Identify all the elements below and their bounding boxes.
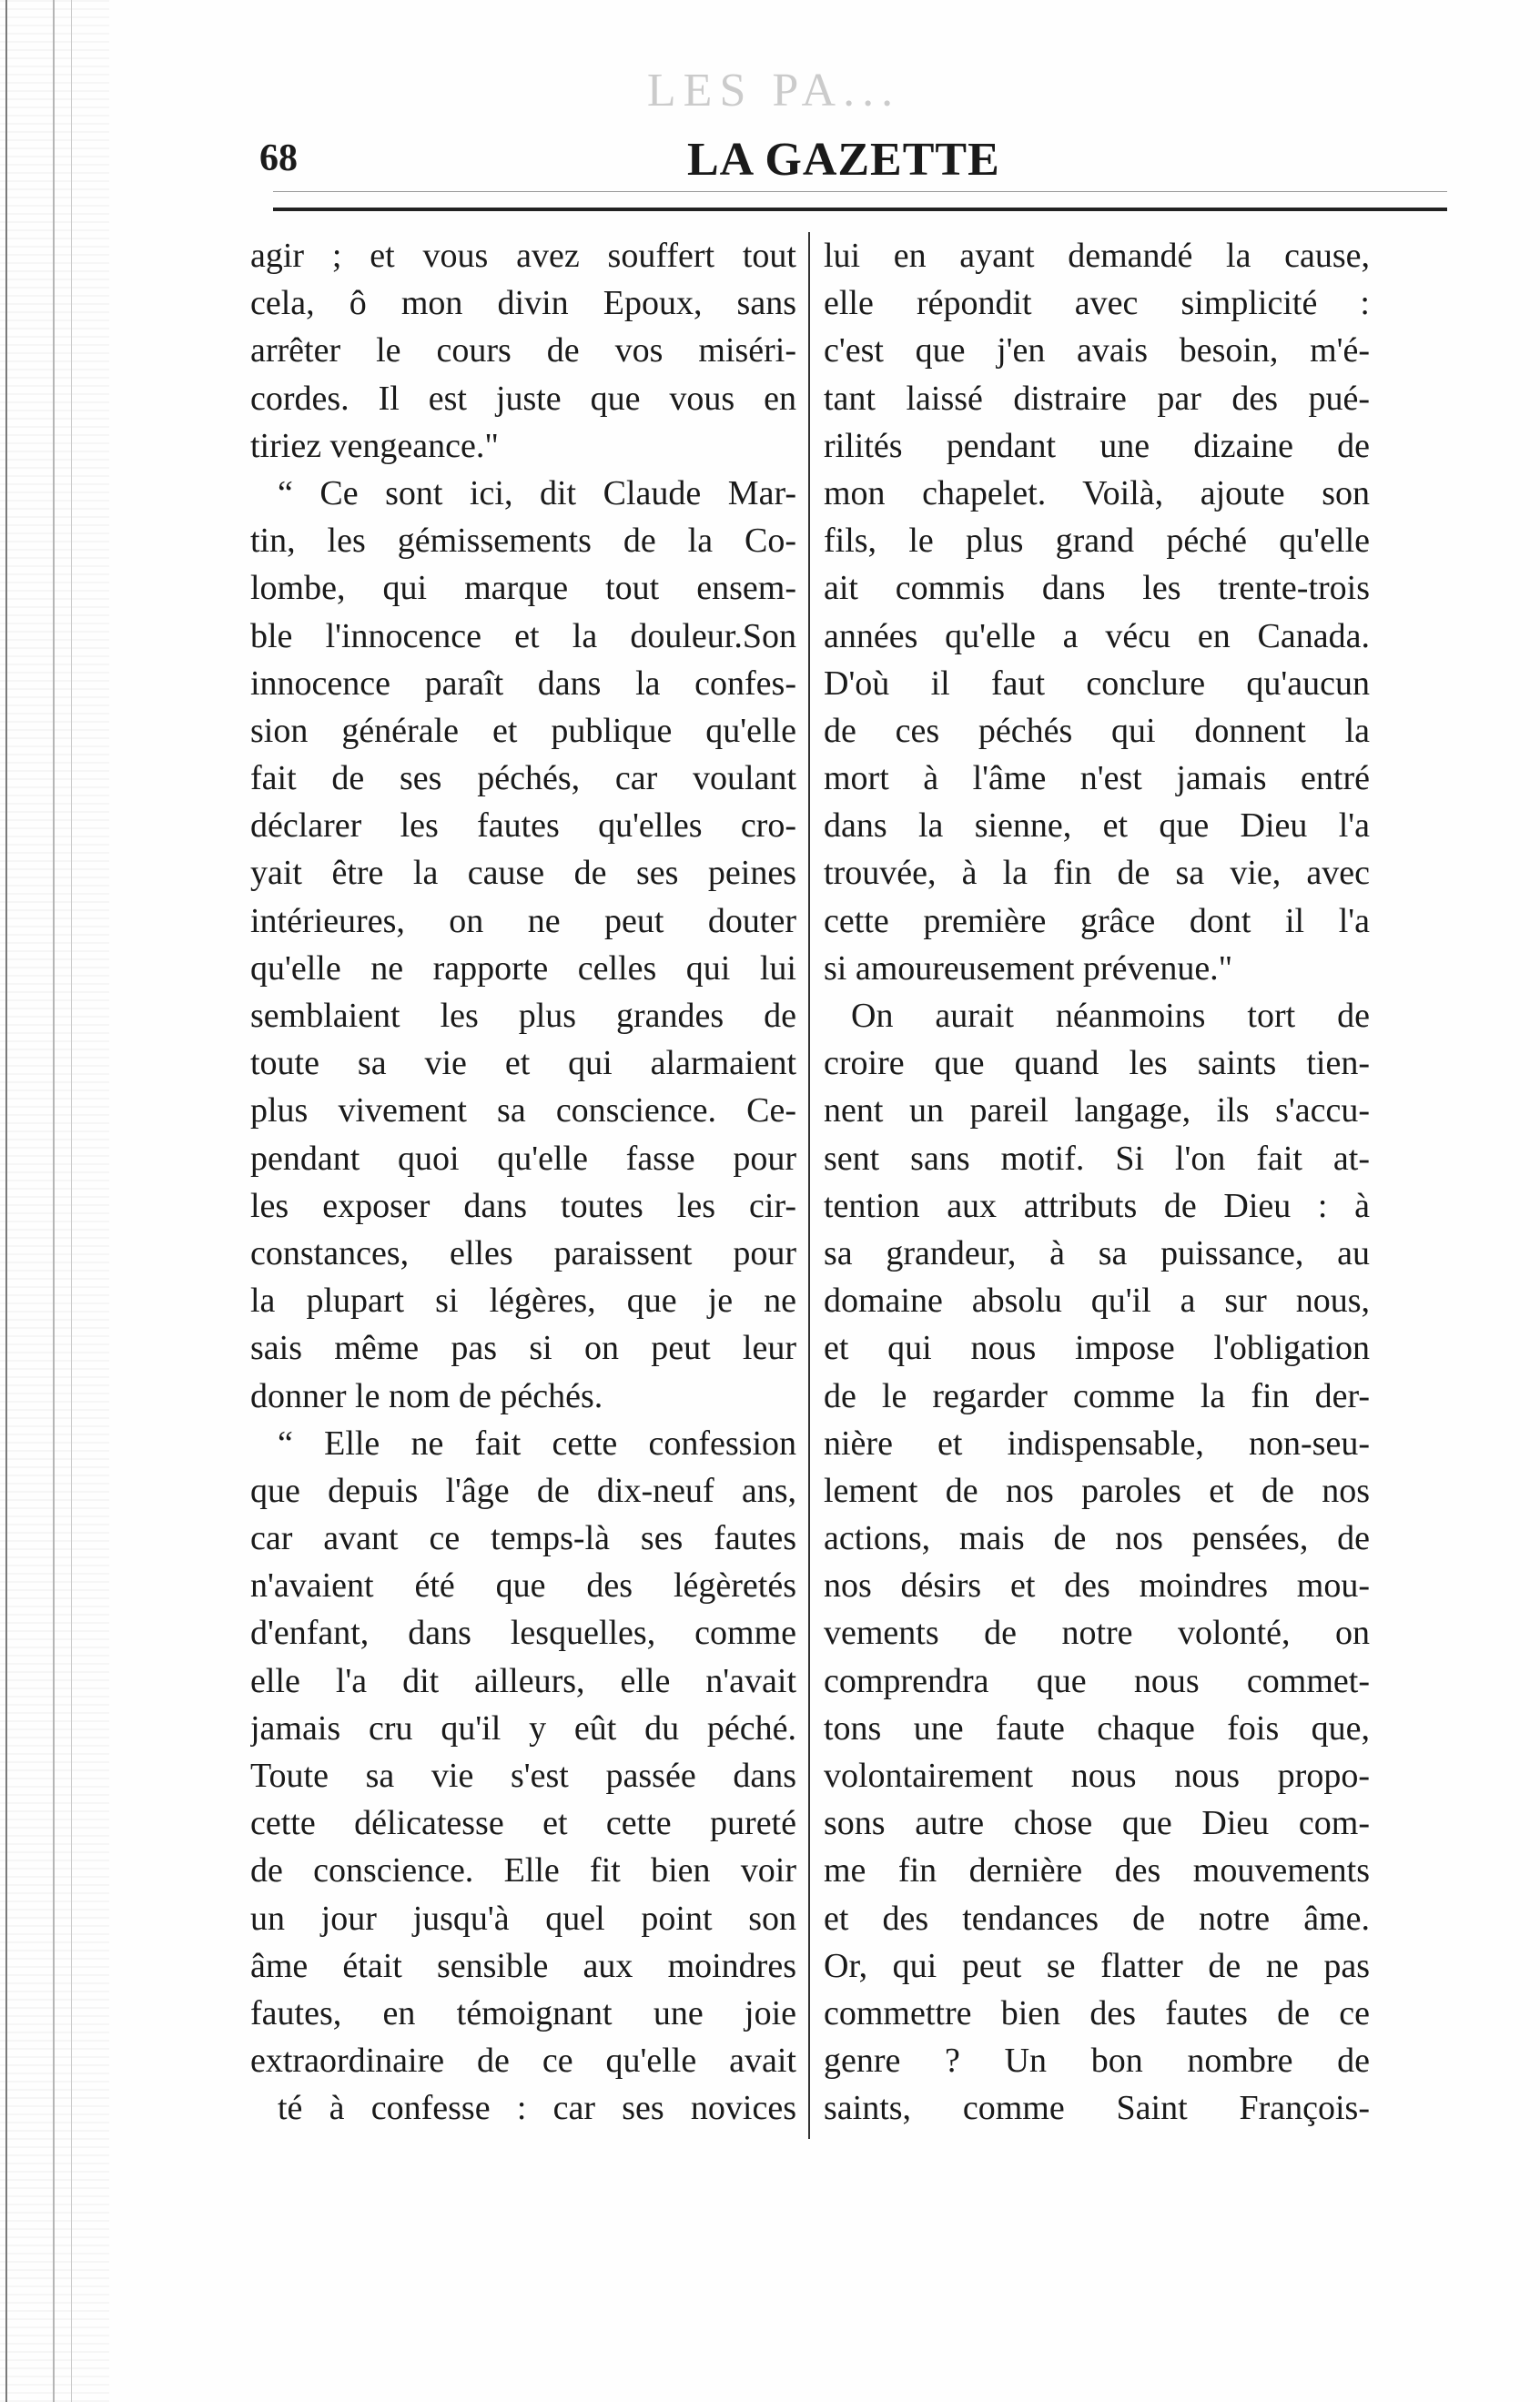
text-line: âme était sensible aux moindres [250,1946,796,1985]
text-line: arrêter le cours de vos miséri- [250,331,796,370]
bleed-through-header: LES PA... [646,65,901,117]
text-line: toute sa vie et qui alarmaient [250,1044,796,1083]
text-line: genre ? Un bon nombre de [824,2042,1370,2081]
text-line: de ces péchés qui donnent la [824,711,1370,750]
text-line: volontairement nous nous propo- [824,1757,1370,1795]
text-line: constances, elles paraissent pour [250,1233,796,1272]
text-line: agir ; et vous avez souffert tout [250,237,796,275]
text-line: D'où il faut conclure qu'aucun [824,664,1370,703]
text-line: nière et indispensable, non-seu- [824,1424,1370,1463]
text-line: trouvée, à la fin de sa vie, avec [824,854,1370,893]
text-line: actions, mais de nos pensées, de [824,1519,1370,1558]
text-line: déclarer les fautes qu'elles cro- [250,806,796,846]
text-line: intérieures, on ne peut douter [250,901,796,940]
text-line: donner le nom de péchés. [250,1376,603,1415]
text-line: saints, comme Saint François- [824,2089,1370,2128]
text-line: domaine absolu qu'il a sur nous, [824,1282,1370,1321]
text-line: de conscience. Elle fit bien voir [250,1851,796,1890]
text-line: dans la sienne, et que Dieu l'a [824,806,1370,846]
text-line: les exposer dans toutes les cir- [250,1186,796,1225]
text-line: mort à l'âme n'est jamais entré [824,759,1370,798]
text-line: rilités pendant une dizaine de [824,426,1370,465]
text-line: et qui nous impose l'obligation [824,1329,1370,1368]
running-title: LA GAZETTE [687,134,1000,186]
text-line: c'est que j'en avais besoin, m'é- [824,331,1370,370]
text-line: mon chapelet. Voilà, ajoute son [824,473,1370,512]
text-line: n'avaient été que des légèretés [250,1566,796,1606]
text-line: semblaient les plus grandes de [250,997,796,1035]
text-line: jamais cru qu'il y eût du péché. [250,1708,796,1748]
text-line: fils, le plus grand péché qu'elle [824,522,1370,561]
text-line: innocence paraît dans la confes- [250,664,796,703]
text-line: et des tendances de notre âme. [824,1899,1370,1938]
text-line: un jour jusqu'à quel point son [250,1899,796,1938]
text-line: tant laissé distraire par des pué- [824,379,1370,418]
scan-edge-noise [0,0,109,2402]
text-line: lombe, qui marque tout ensem- [250,569,796,608]
text-line: ait commis dans les trente-trois [824,569,1370,608]
text-line: pendant quoi qu'elle fasse pour [250,1139,796,1178]
text-line: qu'elle ne rapporte celles qui lui [250,948,796,988]
right-column [824,232,1370,2133]
text-line: car avant ce temps-là ses fautes [250,1519,796,1558]
text-line: cette première grâce dont il l'a [824,901,1370,940]
scan-edge-line [53,0,55,2402]
text-line: croire que quand les saints tien- [824,1044,1370,1083]
text-line: nos désirs et des moindres mou- [824,1566,1370,1606]
text-line: lement de nos paroles et de nos [824,1471,1370,1510]
text-line: vements de notre volonté, on [824,1614,1370,1653]
text-line: plus vivement sa conscience. Ce- [250,1091,796,1130]
page-number: 68 [259,137,298,179]
text-line: sais même pas si on peut leur [250,1329,796,1368]
text-line: “ Ce sont ici, dit Claude Mar- [278,473,796,512]
text-line: me fin dernière des mouvements [824,1851,1370,1890]
text-line: que depuis l'âge de dix-neuf ans, [250,1471,796,1510]
text-line: sion générale et publique qu'elle [250,711,796,750]
text-line: sa grandeur, à sa puissance, au [824,1233,1370,1272]
text-line: elle l'a dit ailleurs, elle n'avait [250,1661,796,1700]
text-line: cordes. Il est juste que vous en [250,379,796,418]
text-line: Toute sa vie s'est passée dans [250,1757,796,1795]
text-line: tention aux attributs de Dieu : à [824,1186,1370,1225]
text-line: nent un pareil langage, ils s'accu- [824,1091,1370,1130]
text-line: On aurait néanmoins tort de [851,997,1370,1035]
text-line: fait de ses péchés, car voulant [250,759,796,798]
text-line: extraordinaire de ce qu'elle avait [250,2042,796,2081]
scan-edge-line [71,0,72,2402]
text-line: ble l'innocence et la douleur.Son [250,616,796,655]
text-line: cette délicatesse et cette pureté [250,1804,796,1843]
header-rule-thin [273,191,1447,192]
text-line: elle répondit avec simplicité : [824,284,1370,323]
text-line: la plupart si légères, que je ne [250,1282,796,1321]
text-line: commettre bien des fautes de ce [824,1993,1370,2032]
text-line: Or, qui peut se flatter de ne pas [824,1946,1370,1985]
text-line: tin, les gémissements de la Co- [250,522,796,561]
text-line: si amoureusement prévenue." [824,948,1233,988]
column-divider [808,232,810,2139]
text-line: d'enfant, dans lesquelles, comme [250,1614,796,1653]
text-line: yait être la cause de ses peines [250,854,796,893]
text-line: lui en ayant demandé la cause, [824,237,1370,275]
text-line: fautes, en témoignant une joie [250,1993,796,2032]
text-line: comprendra que nous commet- [824,1661,1370,1700]
text-line: tiriez vengeance." [250,426,499,465]
text-line: “ Elle ne fait cette confession [278,1424,796,1463]
text-line: cela, ô mon divin Epoux, sans [250,284,796,323]
text-line: tons une faute chaque fois que, [824,1708,1370,1748]
text-line: té à confesse : car ses novices [278,2089,796,2128]
text-line: sent sans motif. Si l'on fait at- [824,1139,1370,1178]
text-line: de le regarder comme la fin der- [824,1376,1370,1415]
header-rule [273,208,1447,211]
text-line: années qu'elle a vécu en Canada. [824,616,1370,655]
text-line: sons autre chose que Dieu com- [824,1804,1370,1843]
left-column [250,232,796,2133]
scan-edge-line [5,0,7,2402]
